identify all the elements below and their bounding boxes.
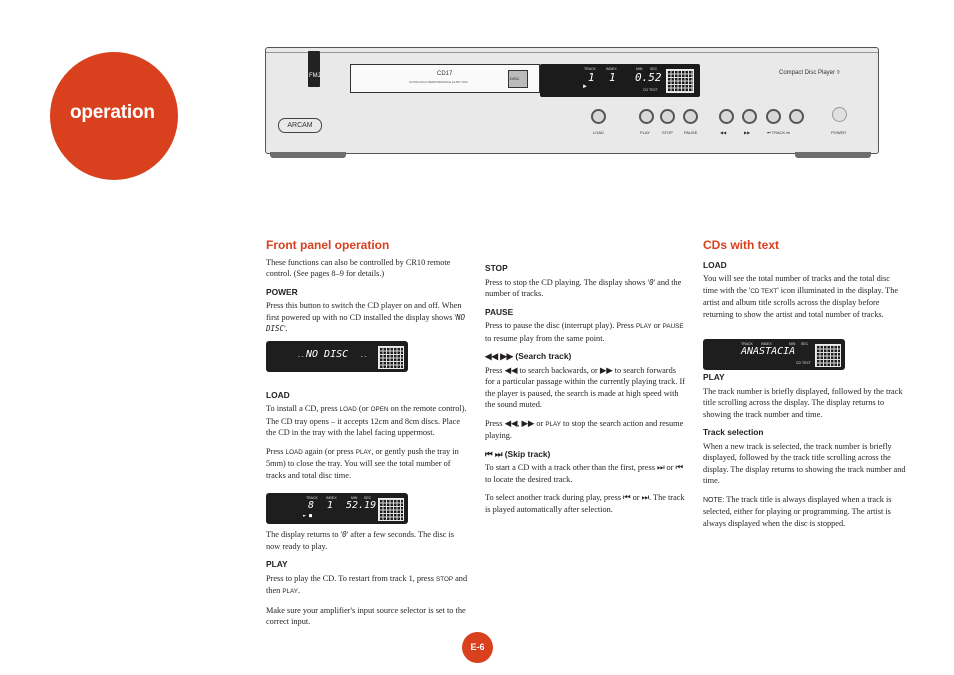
pause-text-c: to resume play from the same point. [485,333,605,343]
display-cd-text: CD TEXT [643,88,658,92]
display-index-label: INDEX [606,67,617,71]
search-back-label: ◀◀ [720,130,727,135]
skip-forward-button[interactable] [789,109,804,124]
cds-load-text-b: ' icon illuminated in the display. The artist and album title scrolls across the display before returning to show the artist and total number of tracks. [703,285,899,319]
power-text-code: NO DISC [266,312,466,333]
lcd-no-disc-text: NO DISC [306,349,349,360]
stop-label: STOP [662,130,673,135]
play-text-1-play: PLAY [282,588,298,595]
load-text-2-load: LOAD [285,448,303,456]
power-text-b: '. [284,324,288,333]
section-circle [50,52,178,180]
player-top-line [266,52,878,53]
diamond-icon: ◊ [836,70,840,76]
front-panel-column [266,240,468,635]
pause-text-play: PLAY [635,323,652,330]
lcd3-index-label: INDEX [761,342,772,346]
cds-load-text-a: You will see the total number of tracks and the total disc time with the ' [703,274,890,295]
stop-button[interactable] [660,109,675,124]
search-back-button[interactable] [719,109,734,124]
cds-play-text: The track number is briefly displayed, followed by the track title scrolling across the display. The display returns to showing the track number and time. [703,386,903,419]
load-text-2a: Press [266,446,286,456]
stop-text-code: 0 [649,277,654,287]
load-text-1-load: LOAD [339,406,357,413]
pause-text [485,320,685,344]
cds-text-column [703,240,906,536]
play-label: PLAY [640,130,650,135]
lcd2-index: 1 [327,500,334,511]
lcd2-play-stop-icon: ► ■ [303,513,313,519]
track-label: ⏮ TRACK ⏭ [767,130,790,135]
load-text-1-open: OPEN [370,406,389,413]
product-label-text: Compact Disc Player [779,70,836,76]
power-text [266,300,468,335]
player-display [540,64,700,97]
lcd-no-disc-dash-right: -- [360,353,368,360]
model-label: CD17 [437,71,453,77]
cd-tray [350,64,540,93]
arcam-logo: ARCAM [278,118,322,133]
lcd2-track: 8 [308,500,315,511]
load-text-2 [266,446,468,482]
play-text-1c: . [298,586,301,595]
play-text-1 [266,573,468,598]
front-panel-intro: These functions can also be controlled by CR10 remote control. (See pages 8–9 for details.) [266,257,451,278]
cds-play-heading: PLAY [703,372,725,382]
stop-text-b: ' and the number of tracks. [485,277,682,298]
cds-load-text-cdtext: CD TEXT [750,287,778,295]
stop-heading: STOP [485,263,508,273]
pause-heading: PAUSE [485,306,514,317]
pause-text-pause: PAUSE [662,323,684,330]
search-text-1: Press ◀◀ to search backwards, or ▶▶ to search forwards for a particular passage within the currently playing track. If the player is paused, the search is made at high speed with the sound muted. [485,365,685,409]
search-forward-button[interactable] [742,109,757,124]
skip-text-2: To select another track during play, press ⏮ or ⏭. The track is played automatically after selection. [485,493,685,514]
lcd-track-time [266,493,408,524]
pause-button[interactable] [683,109,698,124]
lcd2-index-label: INDEX [326,496,337,500]
cd-player-illustration [265,47,879,154]
lcd-no-disc-dash-left: -- [297,353,305,360]
skip-heading: ⏮ ⏭ (Skip track) [485,448,551,459]
lcd2-grid [378,498,404,521]
display-matrix-grid [666,69,694,93]
track-selection-heading: Track selection [703,427,764,437]
play-heading: PLAY [266,559,288,569]
lcd-cd-text [703,339,845,370]
section-title: operation [70,102,155,123]
lcd3-text: ANASTACIA [741,346,796,357]
play-indicator-icon: ► [582,84,588,90]
lcd2-track-label: TRACK [306,496,318,500]
search-text-2b: to stop the search action and resume playing. [485,418,684,440]
lcd2-sec-label: SEC [364,496,372,500]
search-text-2 [485,418,685,442]
power-heading: POWER [266,286,298,297]
fmj-badge [308,51,320,87]
page-number-badge: E-6 [462,632,493,663]
power-text-a: Press this button to switch the CD player on and off. When first powered up with no CD installed the display shows ' [266,301,462,322]
display-sec-label: SEC [650,67,658,71]
cds-text-heading: CDs with text [703,238,780,252]
note-text [703,494,906,530]
skip-text-1: To start a CD with a track other than the first, press ⏭ or ⏮ to locate the desired track. [485,463,683,484]
lcd3-min-label: MIN [789,342,796,346]
play-text-1-stop: STOP [436,575,454,583]
play-button[interactable] [639,109,654,124]
lcd3-sec-label: SEC [801,342,809,346]
search-text-2a: Press ◀◀, ▶▶ or [485,418,546,428]
cds-load-text [703,273,906,320]
power-button[interactable] [832,107,847,122]
lcd3-track-label: TRACK [741,342,753,346]
cd-logo-icon [508,70,528,88]
note-body: The track title is always displayed when a track is selected, either for playing or programming. The artist is always displayed when the disc is stopped. [703,494,892,528]
load-text-3b: ' after a few seconds. The disc is now ready to play. [266,530,454,551]
search-heading: ◀◀ ▶▶ (Search track) [485,351,572,361]
middle-column [485,263,685,522]
play-text-1b: and then [266,573,468,595]
model-sub-label: ULTRA HIGH PERFORMANCE 24-BIT DAC [409,80,468,84]
load-heading: LOAD [266,389,290,400]
lcd-no-disc [266,341,408,372]
load-button[interactable] [591,109,606,124]
load-text-1a: To install a CD, press [266,404,340,413]
player-foot-left [270,152,346,158]
track-selection-text: When a new track is selected, the track number is briefly displayed, followed by the track title scrolling across the display. The display returns to showing the track number and time. [703,441,906,485]
lcd2-min-label: MIN [351,496,358,500]
display-track: 1 [588,71,595,84]
lcd3-cd-text: CD TEXT [796,361,811,365]
front-panel-heading: Front panel operation [266,238,390,252]
product-label [779,70,840,76]
play-text-1a: Press to play the CD. To restart from track 1, press [266,573,437,583]
note-label: NOTE: [703,496,725,504]
stop-text-a: Press to stop the CD playing. The display shows ' [485,277,650,287]
display-min-label: MIN [636,67,643,71]
search-forward-label: ▶▶ [744,130,751,135]
cd-logo-text: DISC [510,76,520,81]
player-foot-right [795,152,871,158]
lcd3-grid [815,344,841,367]
load-text-1c: on the remote control). The CD tray opens – it accepts 12cm and 8cm discs. Place the CD in the tray with the label facing uppermost. [266,404,467,437]
display-track-label: TRACK [584,67,596,71]
load-text-3 [266,529,468,552]
pause-text-a: Press to pause the disc (interrupt play). Press [485,321,636,330]
load-text-2-play: PLAY [355,448,372,456]
display-time: 0.52 [635,71,662,84]
pause-text-b: or [651,321,663,330]
fmj-badge-label: FMJ [309,73,321,79]
stop-text [485,277,685,300]
load-text-1 [266,403,468,439]
load-text-3a: The display returns to ' [266,530,343,539]
lcd2-time: 52.19 [346,500,377,511]
search-text-2-play: PLAY [545,420,561,428]
load-text-2c: , or gently push the tray in 5mm) to close the tray. You will see the total number of tracks and total disc time. [266,446,459,480]
load-text-1b: (or [356,404,371,413]
load-text-2b: again (or press [302,446,356,456]
pause-label: PAUSE [684,130,698,135]
skip-back-button[interactable] [766,109,781,124]
play-text-2: Make sure your amplifier's input source selector is set to the correct input. [266,605,466,626]
cds-load-heading: LOAD [703,259,727,270]
display-index: 1 [609,71,616,84]
lcd-no-disc-grid [378,346,404,369]
power-label: POWER [831,130,847,135]
load-label: LOAD [593,130,604,135]
load-text-3-code: 0 [342,530,347,539]
